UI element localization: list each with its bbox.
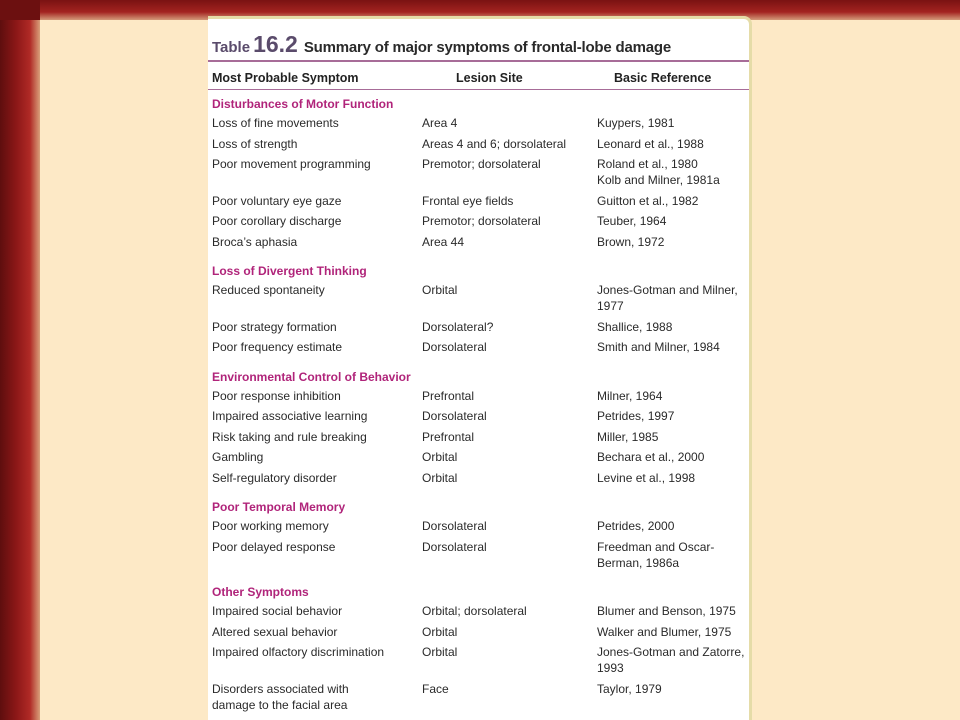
lesion-site-cell: Area 44: [422, 234, 465, 249]
section-title: Other Symptoms: [212, 585, 309, 599]
symptom-cell: Loss of fine movements: [212, 116, 339, 130]
lesion-site-cell: Premotor; dorsolateral: [422, 157, 541, 171]
reference-cell: Milner, 1964: [597, 388, 663, 403]
lesion-site-cell: Frontal eye fields: [422, 193, 514, 208]
reference-cell: Brown, 1972: [597, 234, 665, 249]
lesion-site-cell: Orbital: [422, 450, 458, 464]
symptom-cell: Poor voluntary eye gaze: [212, 193, 342, 208]
reference-cell: Levine et al., 1998: [597, 470, 696, 485]
symptom-cell: Impaired associative learning: [212, 409, 368, 423]
symptom-cell: Self-regulatory disorder: [212, 470, 337, 485]
reference-cell: Freedman and Oscar- Berman, 1986a: [597, 539, 715, 570]
symptom-cell: Poor frequency estimate: [212, 340, 343, 354]
reference-cell: Shallice, 1988: [597, 319, 673, 334]
lesion-site-cell: Dorsolateral: [422, 539, 487, 554]
symptom-cell: Poor corollary discharge: [212, 214, 342, 228]
reference-cell: Teuber, 1964: [597, 214, 667, 228]
symptom-cell: Poor delayed response: [212, 539, 336, 554]
column-headers: [208, 71, 748, 89]
symptom-cell: Impaired social behavior: [212, 604, 343, 618]
header-divider: [208, 89, 749, 90]
symptom-cell: Poor response inhibition: [212, 388, 341, 403]
table-panel: [208, 16, 752, 720]
table-number: 16.2: [253, 31, 298, 57]
header-lesion-site: Lesion Site: [456, 71, 523, 85]
lesion-site-cell: Dorsolateral: [422, 409, 487, 423]
symptom-cell: Poor working memory: [212, 519, 329, 533]
lesion-site-cell: Prefrontal: [422, 388, 475, 403]
symptom-cell: Impaired olfactory discrimination: [212, 645, 385, 659]
title-divider: [208, 60, 749, 62]
lesion-site-cell: Premotor; dorsolateral: [422, 214, 541, 228]
reference-cell: Bechara et al., 2000: [597, 450, 705, 464]
reference-cell: Jones-Gotman and Zatorre, 1993: [597, 645, 745, 675]
section-title: Disturbances of Motor Function: [212, 97, 394, 111]
lesion-site-cell: Dorsolateral: [422, 340, 487, 354]
lesion-site-cell: Dorsolateral: [422, 519, 487, 533]
reference-cell: Roland et al., 1980 Kolb and Milner, 1981a: [597, 157, 720, 187]
section-title: Poor Temporal Memory: [212, 500, 346, 514]
symptom-cell: Reduced spontaneity: [212, 283, 325, 297]
slide-frame-corner: [0, 0, 40, 20]
reference-cell: Blumer and Benson, 1975: [597, 604, 736, 618]
table-caption: Summary of major symptoms of frontal-lobe damage: [303, 39, 671, 56]
lesion-site-cell: Prefrontal: [422, 429, 475, 444]
section-title: Environmental Control of Behavior: [212, 369, 411, 384]
lesion-site-cell: Areas 4 and 6; dorsolateral: [422, 136, 567, 151]
lesion-site-cell: Orbital: [422, 470, 458, 485]
lesion-site-cell: Dorsolateral?: [422, 319, 494, 334]
table-label: Table: [212, 39, 251, 56]
table-title: [212, 31, 742, 61]
lesion-site-cell: Orbital: [422, 624, 458, 639]
reference-cell: Leonard et al., 1988: [597, 136, 704, 151]
lesion-site-cell: Face: [422, 681, 449, 696]
lesion-site-cell: Orbital: [422, 283, 458, 297]
reference-cell: Guitton et al., 1982: [597, 193, 699, 208]
reference-cell: Smith and Milner, 1984: [597, 340, 720, 354]
symptom-cell: Poor movement programming: [212, 157, 371, 171]
reference-cell: Walker and Blumer, 1975: [597, 624, 732, 639]
symptom-cell: Poor strategy formation: [212, 319, 337, 334]
symptom-cell: Altered sexual behavior: [212, 624, 338, 639]
slide-frame-left: [0, 0, 40, 720]
symptom-cell: Broca’s aphasia: [212, 234, 298, 249]
reference-cell: Petrides, 2000: [597, 519, 675, 533]
lesion-site-cell: Orbital: [422, 645, 458, 659]
symptom-cell: Risk taking and rule breaking: [212, 429, 367, 444]
header-reference: Basic Reference: [614, 71, 712, 85]
reference-cell: Miller, 1985: [597, 429, 659, 444]
header-symptom: Most Probable Symptom: [212, 71, 359, 85]
lesion-site-cell: Orbital; dorsolateral: [422, 604, 527, 618]
lesion-site-cell: Area 4: [422, 116, 458, 130]
reference-cell: Kuypers, 1981: [597, 116, 675, 130]
reference-cell: Jones-Gotman and Milner, 1977: [597, 283, 738, 313]
reference-cell: Petrides, 1997: [597, 409, 675, 423]
reference-cell: Taylor, 1979: [597, 681, 662, 696]
symptom-cell: Gambling: [212, 450, 264, 464]
section-title: Loss of Divergent Thinking: [212, 264, 367, 278]
symptom-cell: Disorders associated with damage to the facial area: [212, 681, 349, 712]
symptom-cell: Loss of strength: [212, 136, 298, 151]
